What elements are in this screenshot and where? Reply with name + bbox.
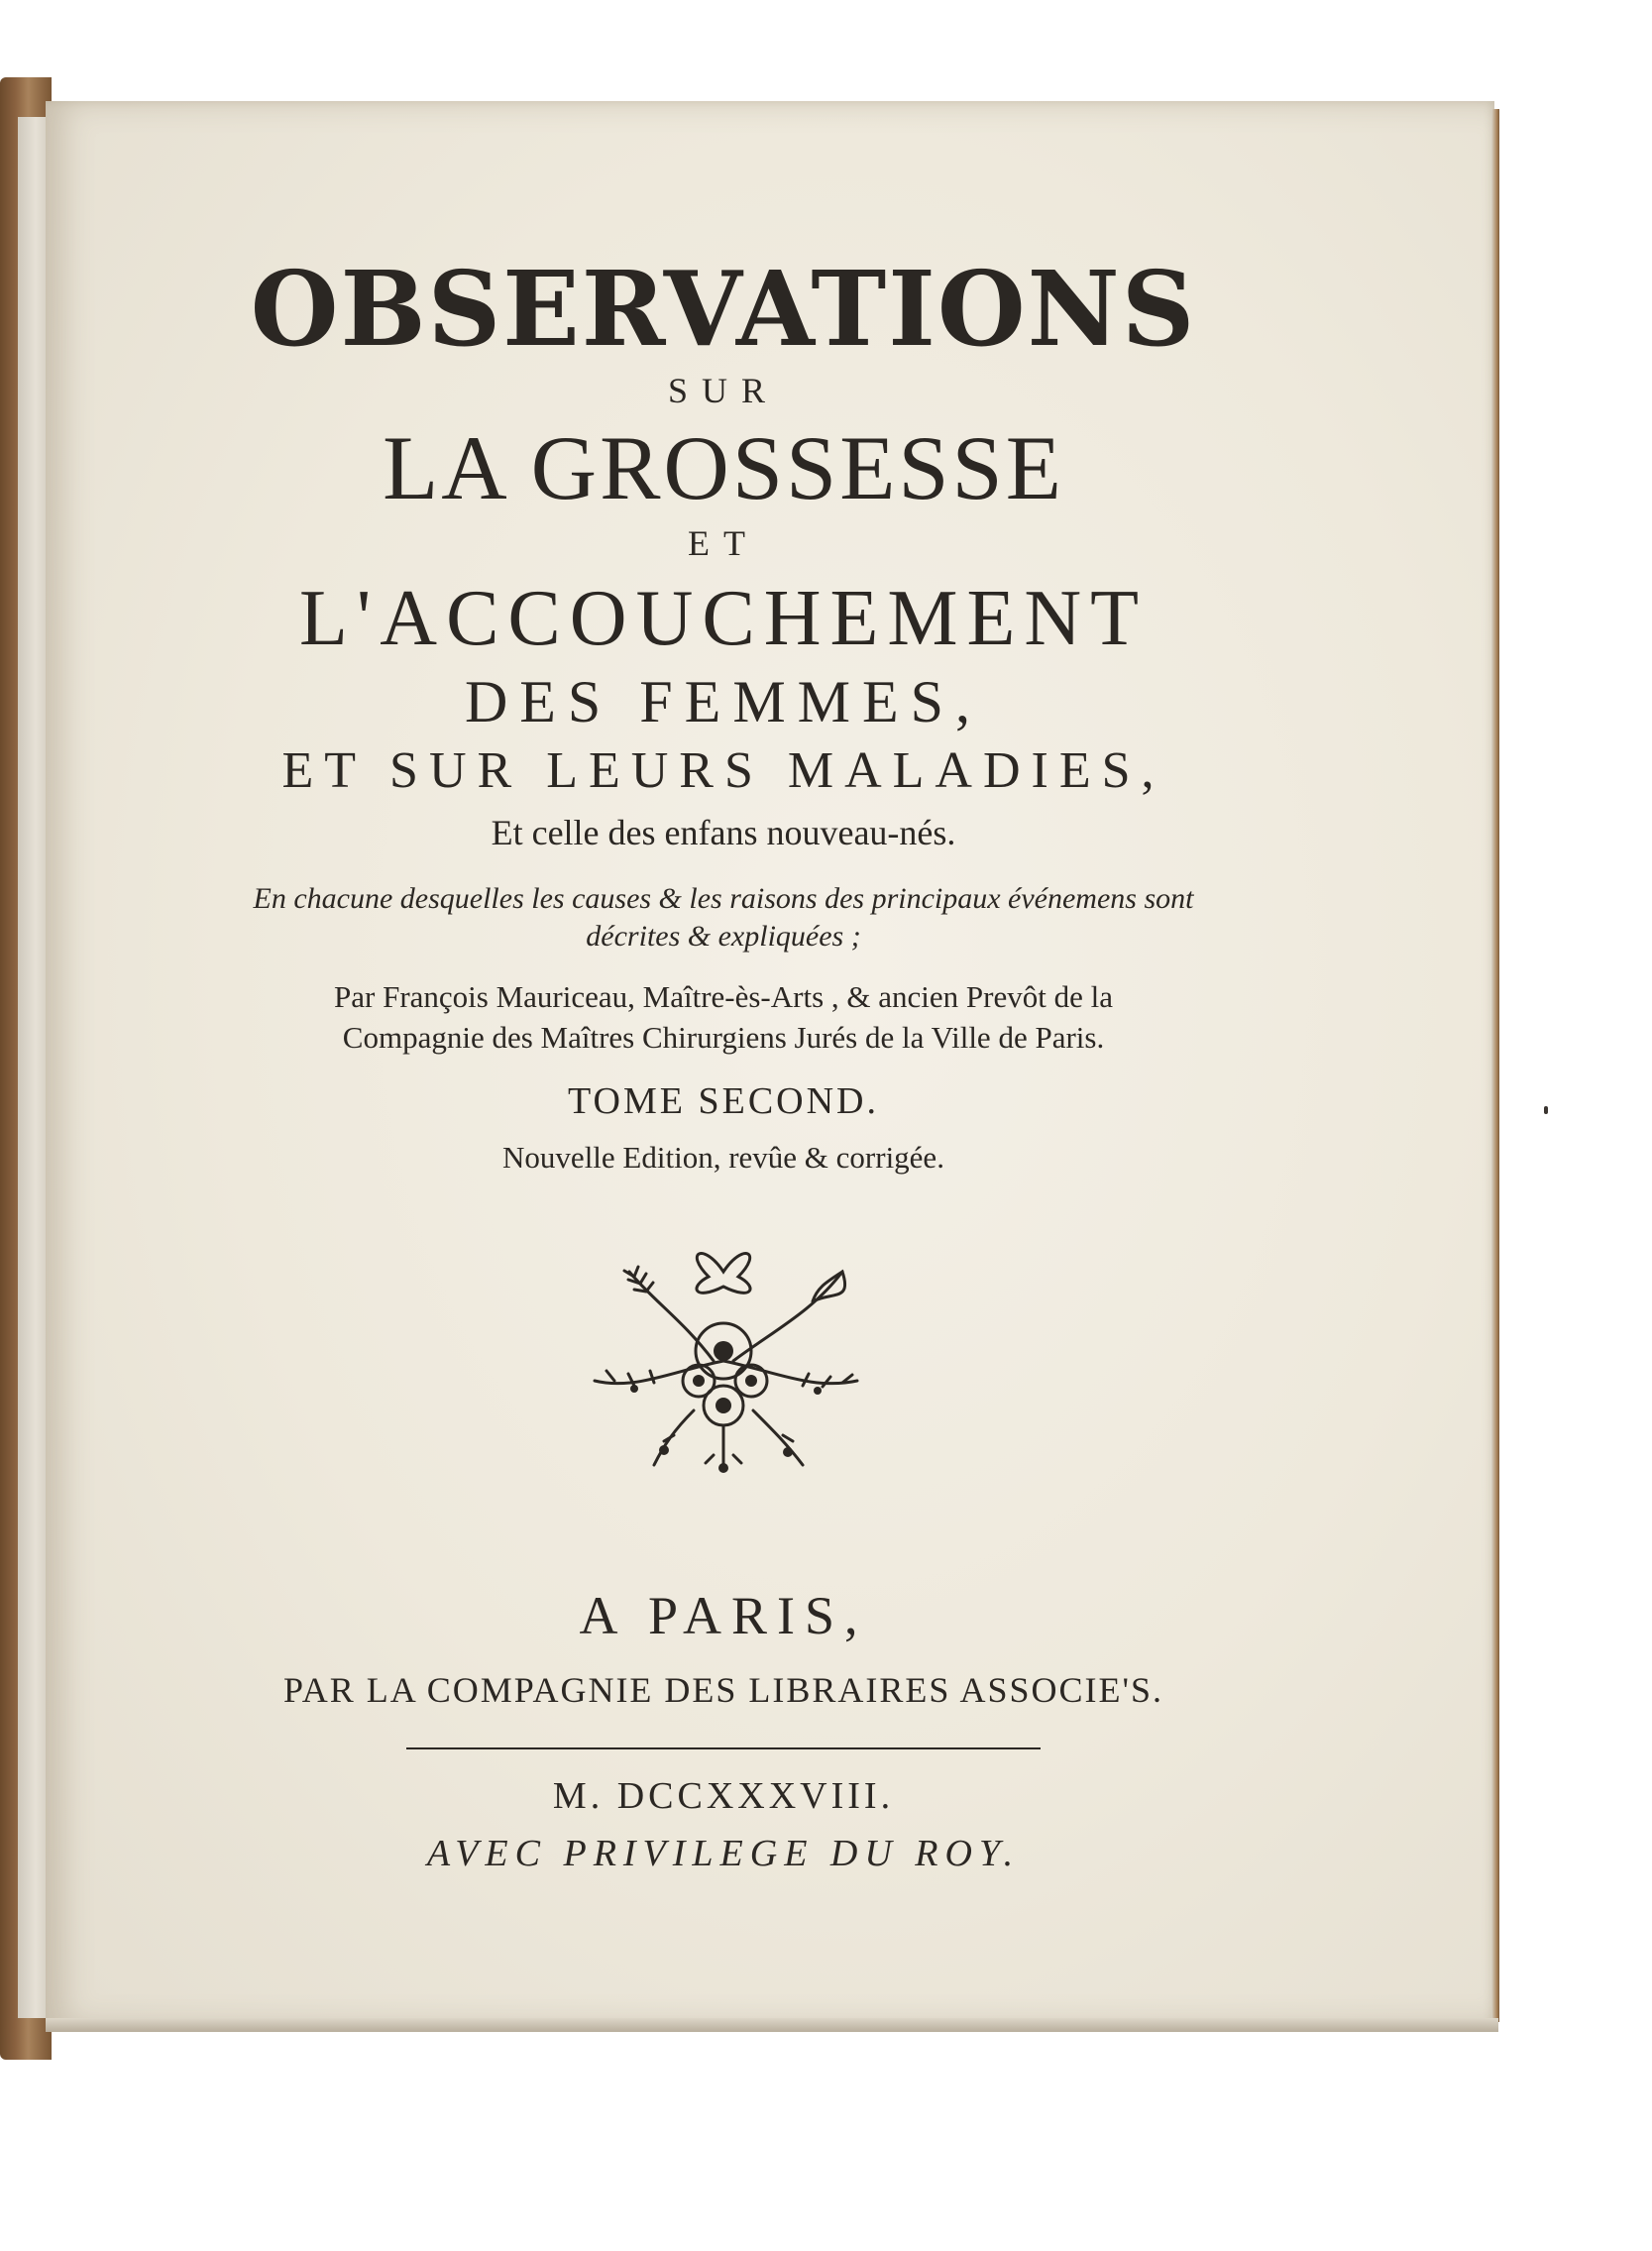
floral-ornament-icon bbox=[575, 1232, 872, 1480]
connector-et: ET bbox=[688, 523, 759, 563]
title-line-2: LA GROSSESSE bbox=[383, 417, 1064, 518]
paper-speck bbox=[1544, 1106, 1548, 1114]
title-line-3: L'ACCOUCHEMENT bbox=[299, 575, 1148, 662]
privilege-line: AVEC PRIVILEGE DU ROY. bbox=[426, 1833, 1021, 1874]
author-block bbox=[159, 981, 1288, 1053]
page-bottom-edge bbox=[46, 2018, 1498, 2032]
description-line-2: décrites & expliquées ; bbox=[586, 920, 861, 953]
title-line-1: OBSERVATIONS bbox=[250, 248, 1197, 370]
description-line-1: En chacune desquelles les causes & les raisons des principaux événemens sont bbox=[253, 882, 1194, 915]
volume-label: TOME SECOND. bbox=[568, 1080, 879, 1122]
page-gutter bbox=[18, 117, 48, 2018]
imprint-publisher: PAR LA COMPAGNIE DES LIBRAIRES ASSOCIE'S. bbox=[282, 1670, 1163, 1710]
subtitle-line-1: DES FEMMES, bbox=[464, 669, 983, 734]
author-line-2: Compagnie des Maîtres Chirurgiens Jurés de la Ville de Paris. bbox=[342, 1020, 1105, 1055]
subtitle-line-3: Et celle des enfans nouveau-nés. bbox=[491, 813, 956, 852]
description bbox=[159, 884, 1288, 952]
title-page-content bbox=[159, 238, 1288, 1872]
imprint-rule bbox=[406, 1747, 1041, 1749]
author-line-1: Par François Mauriceau, Maître-ès-Arts , & ancien Prevôt de la bbox=[334, 979, 1113, 1014]
imprint-date: M. DCCXXXVIII. bbox=[552, 1775, 895, 1817]
subtitle-line-2: ET SUR LEURS MALADIES, bbox=[281, 742, 1165, 799]
page-edge bbox=[1491, 109, 1499, 2022]
edition-note: Nouvelle Edition, revûe & corrigée. bbox=[502, 1140, 944, 1175]
connector-sur: SUR bbox=[667, 371, 780, 410]
imprint-place: A PARIS, bbox=[579, 1586, 868, 1645]
